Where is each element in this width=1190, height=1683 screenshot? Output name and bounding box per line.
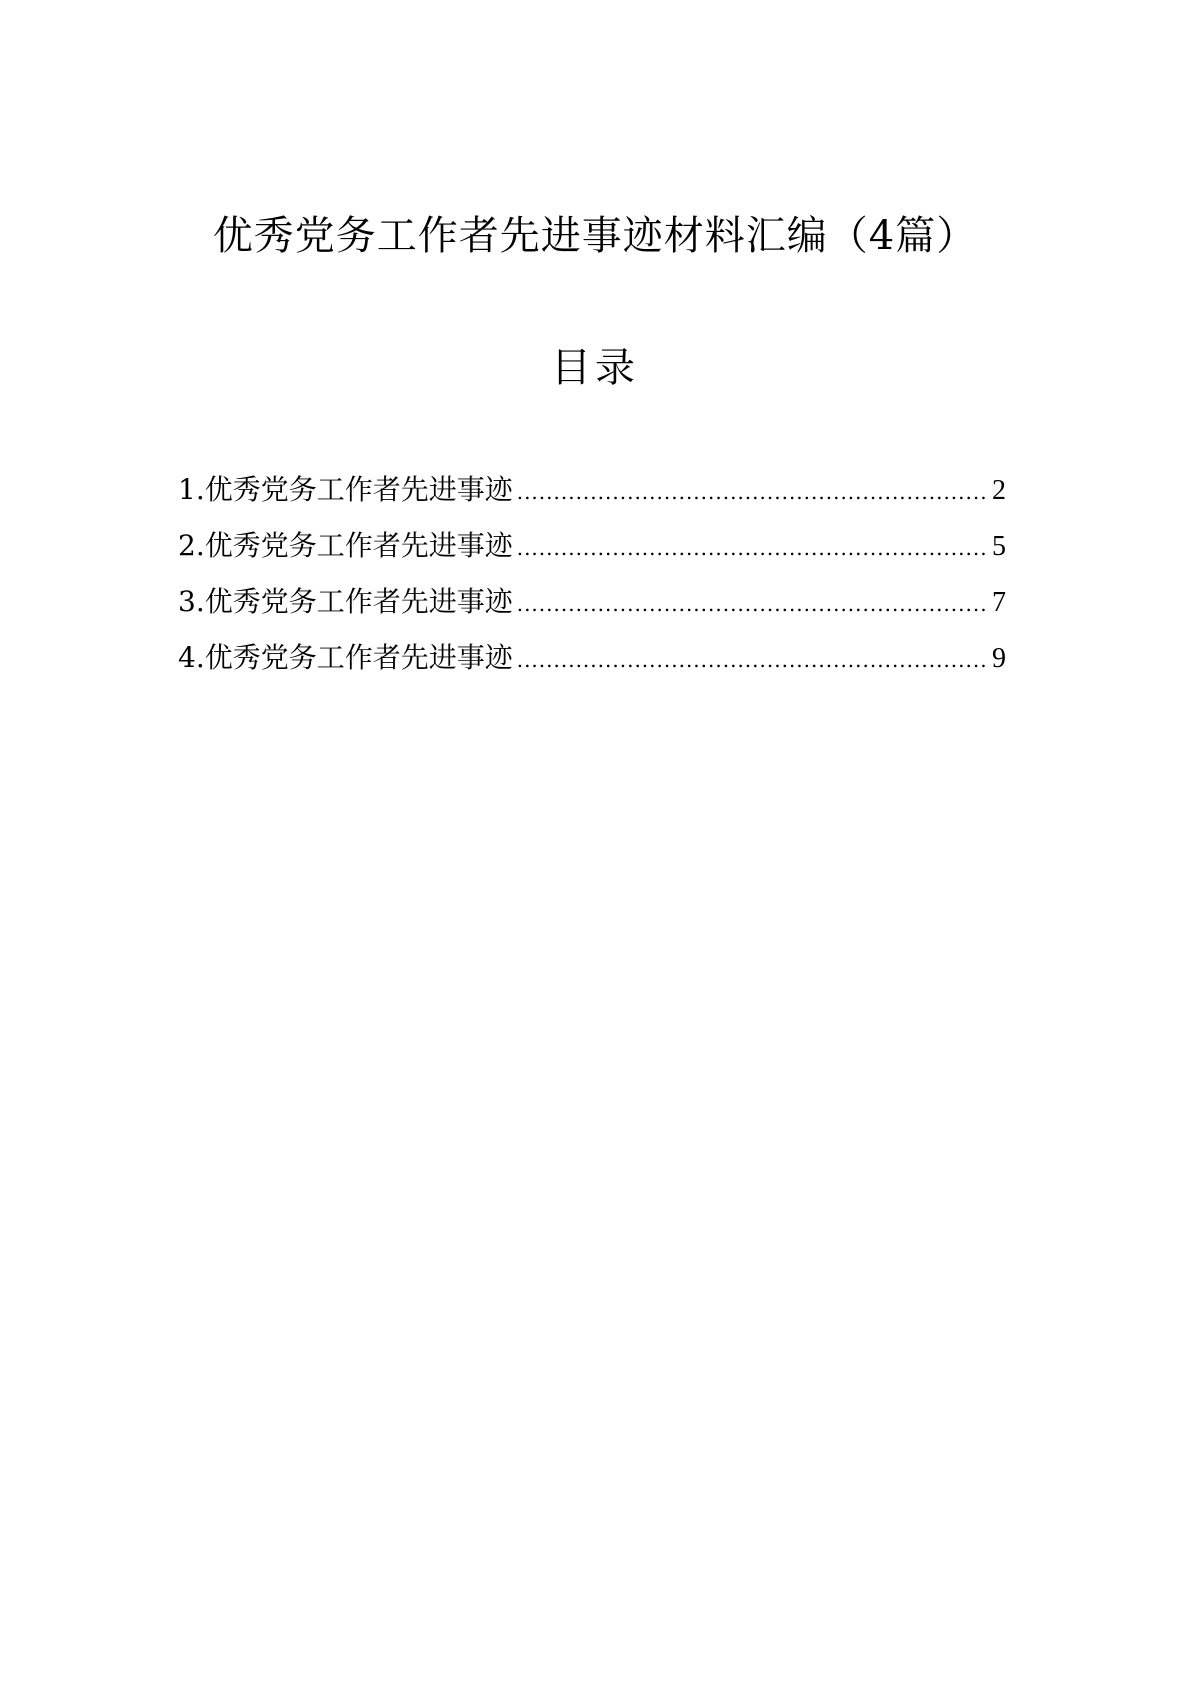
toc-dot-leader xyxy=(517,632,988,688)
toc-entry-3[interactable] xyxy=(178,574,1006,630)
toc-entry-4[interactable] xyxy=(178,630,1006,686)
toc-entry-1[interactable] xyxy=(178,462,1006,518)
document-title: 优秀党务工作者先进事迹材料汇编（4篇） xyxy=(212,213,978,259)
toc-page-number: 9 xyxy=(992,643,1006,674)
toc-entry-label: 4.优秀党务工作者先进事迹 xyxy=(178,641,513,674)
toc-entry-label: 2.优秀党务工作者先进事迹 xyxy=(178,529,513,562)
toc-dot-leader xyxy=(517,576,988,632)
toc-page-number: 5 xyxy=(992,531,1006,562)
toc-page-number: 7 xyxy=(992,587,1006,618)
toc-page-number: 2 xyxy=(992,475,1006,506)
toc-heading: 目录 xyxy=(551,345,639,391)
toc-entry-label: 1.优秀党务工作者先进事迹 xyxy=(178,473,513,506)
table-of-contents xyxy=(178,462,1006,686)
toc-entry-2[interactable] xyxy=(178,518,1006,574)
toc-entry-label: 3.优秀党务工作者先进事迹 xyxy=(178,585,513,618)
toc-dot-leader xyxy=(517,464,988,520)
toc-dot-leader xyxy=(517,520,988,576)
